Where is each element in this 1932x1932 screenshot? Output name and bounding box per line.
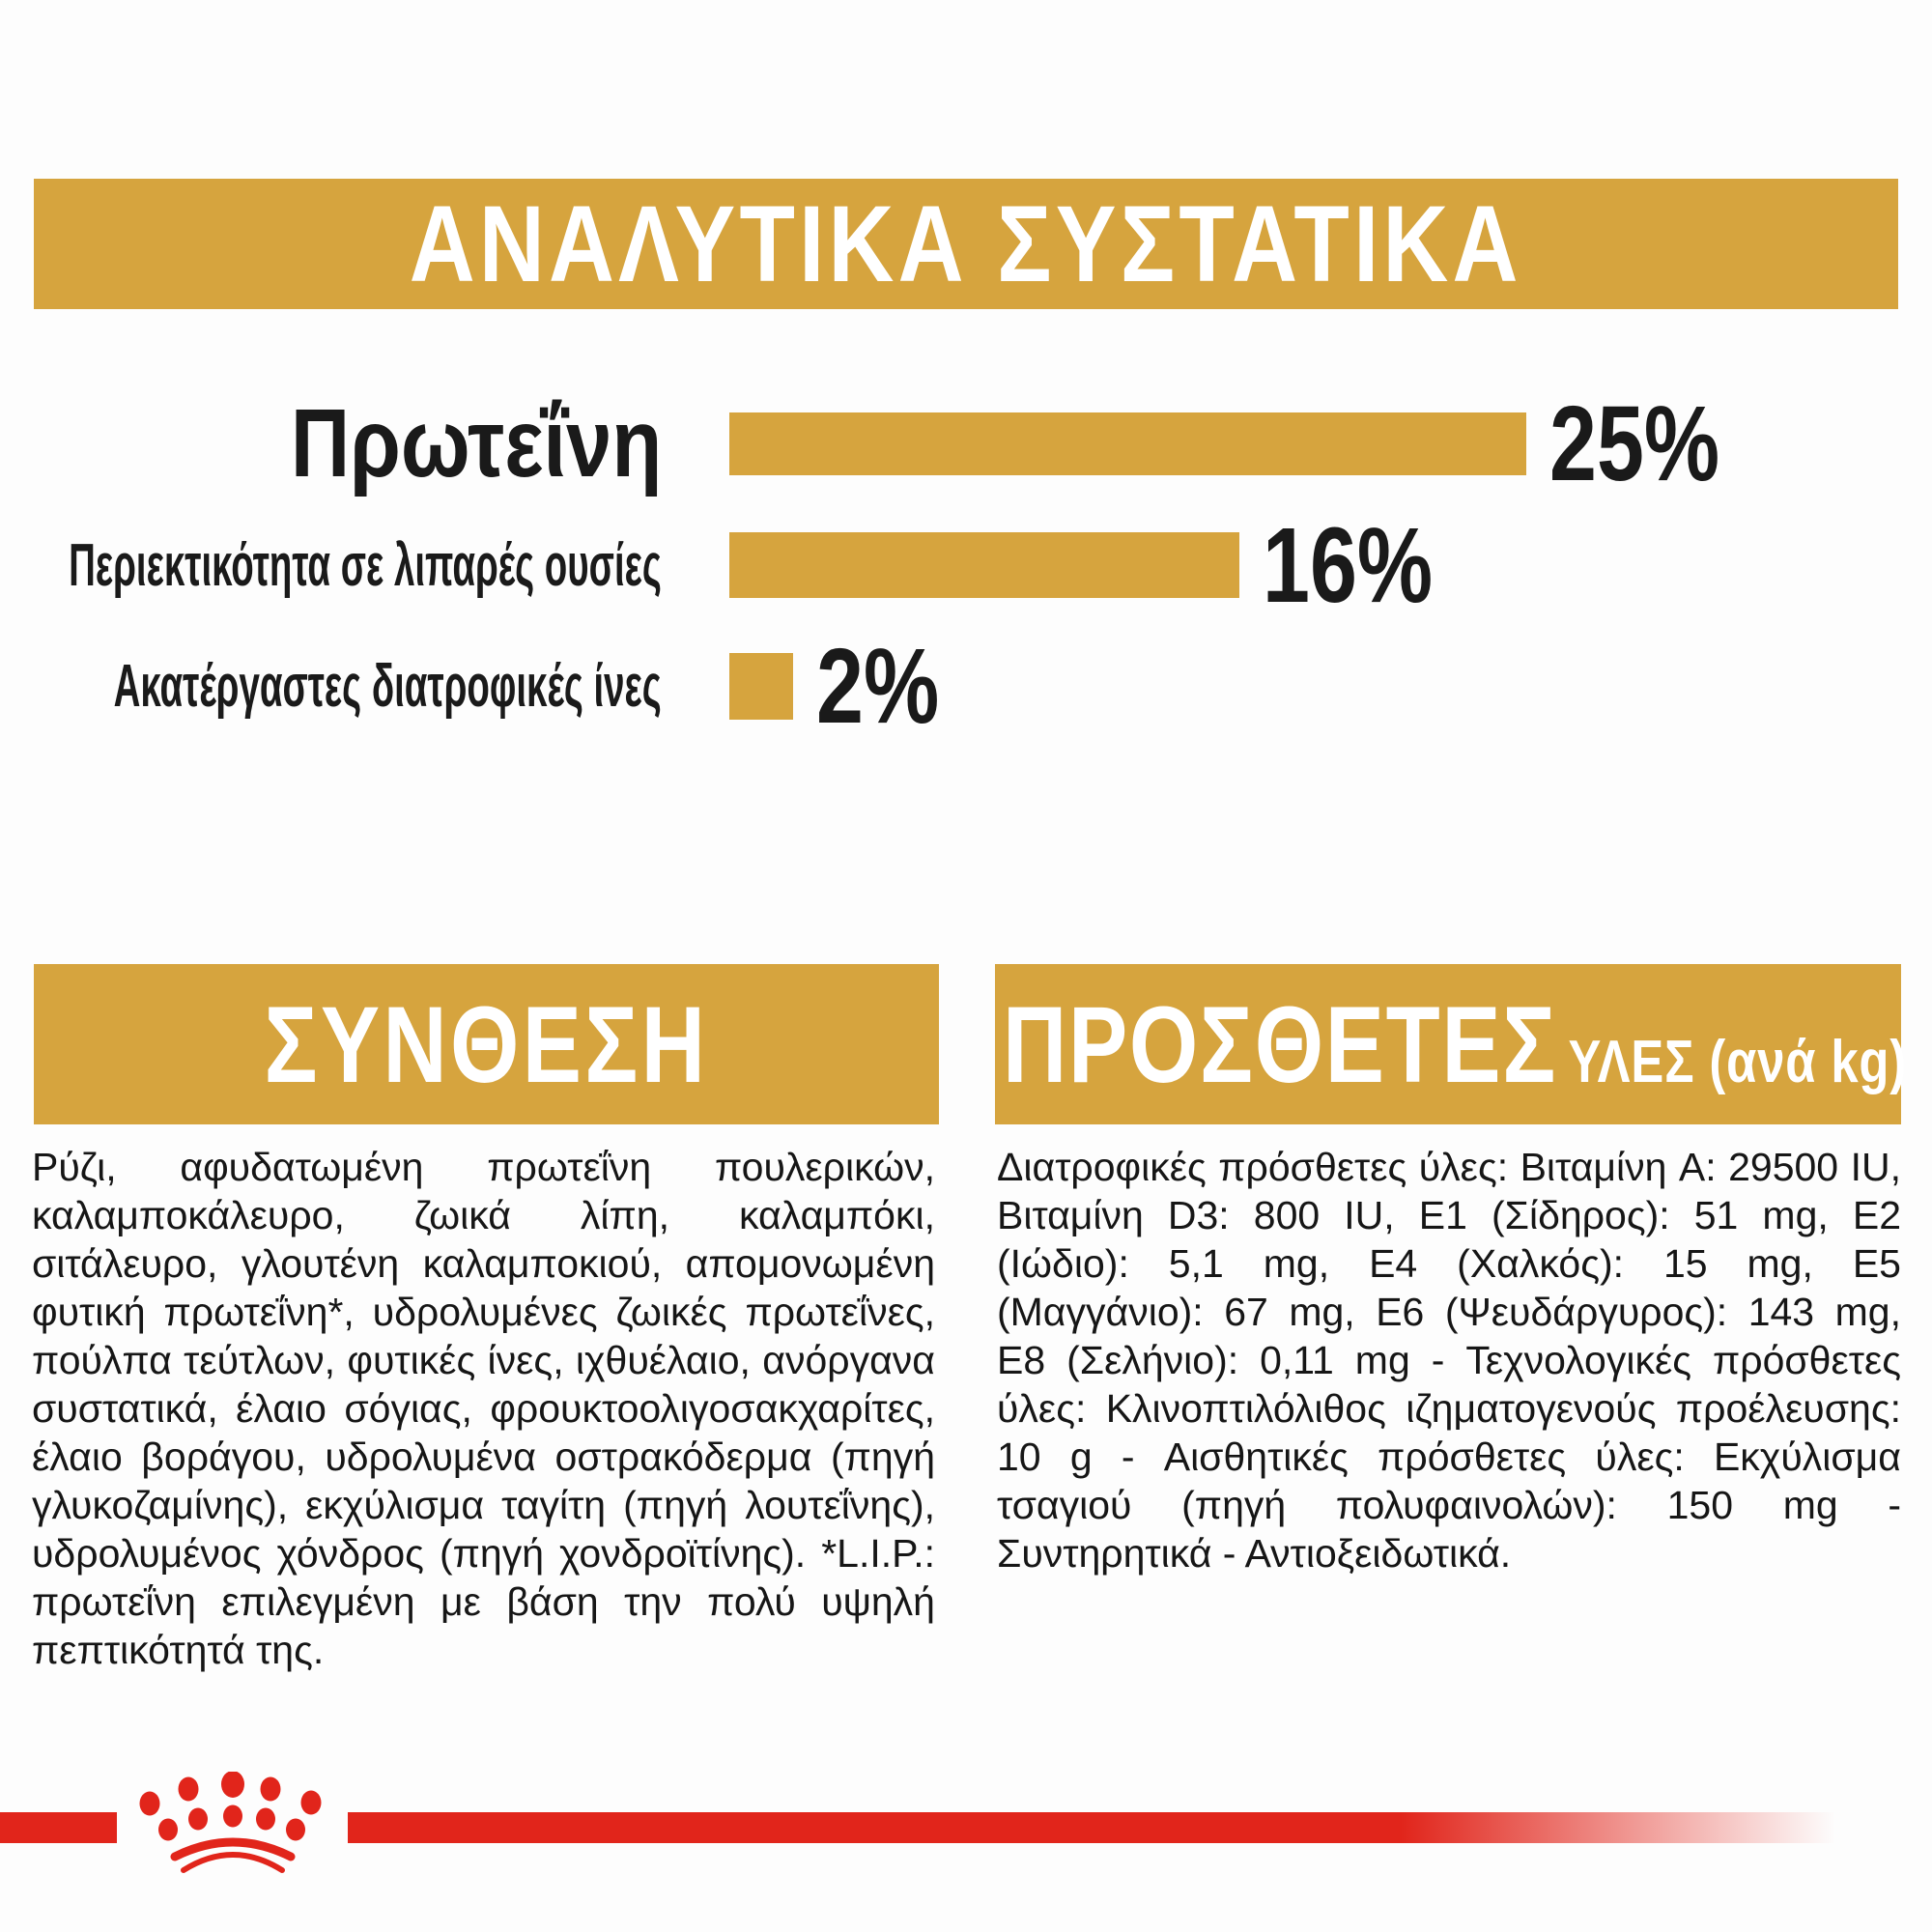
nutrient-label: Πρωτεΐνη	[290, 389, 662, 497]
nutrient-row-fat	[29, 505, 1475, 625]
nutrient-label: Ακατέργαστες διατροφικές ίνες	[113, 653, 662, 720]
crown-arcs	[175, 1842, 291, 1870]
nutrient-bar	[729, 653, 793, 720]
additives-title-sub: ΥΛΕΣ (ανά kg)	[1568, 1028, 1908, 1095]
additives-body-text: Διατροφικές πρόσθετες ύλες: Βιταμίνη A: 29500 IU, Βιταμίνη D3: 800 IU, E1 (Σίδηρος): 51 mg, E2 (Ιώδιο): 5,1 mg, E4 (Χαλκός): 15 mg, E5 (Μαγγάνιο): 67 mg, E6 (Ψευδάργυρος): 143 mg, E8 (Σελήνιο): 0,11 mg - Τεχνολογικές πρόσθετες ύλες: Κλινοπτιλόλιθος ιζηματογενούς προέλευσης: 10 g - Αισθητικές πρόσθετες ύλες: Εκχύλισμα τσαγιού (πηγή πολυφαινολών): 150 mg - Συντηρητικά - Αντιοξειδωτικά.	[997, 1145, 1901, 1576]
analytical-title: ΑΝΑΛΥΤΙΚΑ ΣΥΣΤΑΤΙΚΑ	[410, 184, 1522, 304]
crown-dots	[140, 1772, 322, 1841]
nutrient-bar	[729, 532, 1239, 598]
nutrient-value: 2%	[816, 627, 940, 746]
nutrient-row-protein	[29, 384, 1762, 503]
royal-canin-crown-logo	[133, 1772, 327, 1874]
composition-body-text: Ρύζι, αφυδατωμένη πρωτεΐνη πουλερικών, καλαμποκάλευρο, ζωικά λίπη, καλαμπόκι, σιτάλευρο, γλουτένη καλαμποκιού, απομονωμένη φυτική πρωτεΐνη*, υδρολυμένες ζωικές πρωτεΐνες, πούλπα τεύτλων, φυτικές ίνες, ιχθυέλαιο, ανόργανα συστατικά, έλαιο σόγιας, φρουκτοολιγοσακχαρίτες, έλαιο βοράγου, υδρολυμένα οστρακόδερμα (πηγή γλυκοζαμίνης), εκχύλισμα ταγίτη (πηγή λουτεΐνης), υδρολυμένος χόνδρος (πηγή χονδροϊτίνης). *L.I.P.: πρωτεΐνη επιλεγμένη με βάση την πολύ υψηλή πεπτικότητά της.	[32, 1145, 935, 1672]
nutrient-value: 25%	[1549, 384, 1720, 503]
nutrient-bar	[729, 412, 1526, 475]
composition-title: ΣΥΝΘΕΣΗ	[264, 983, 709, 1105]
nutrient-label: Περιεκτικότητα σε λιπαρές ουσίες	[69, 531, 662, 599]
additives-title-main: ΠΡΟΣΘΕΤΕΣ	[1003, 983, 1558, 1105]
nutrient-value: 16%	[1263, 505, 1434, 625]
composition-header-banner	[34, 964, 939, 1124]
additives-header-banner	[995, 964, 1908, 1124]
nutrient-row-fibre	[29, 627, 970, 746]
analytical-header-banner	[34, 179, 1898, 309]
